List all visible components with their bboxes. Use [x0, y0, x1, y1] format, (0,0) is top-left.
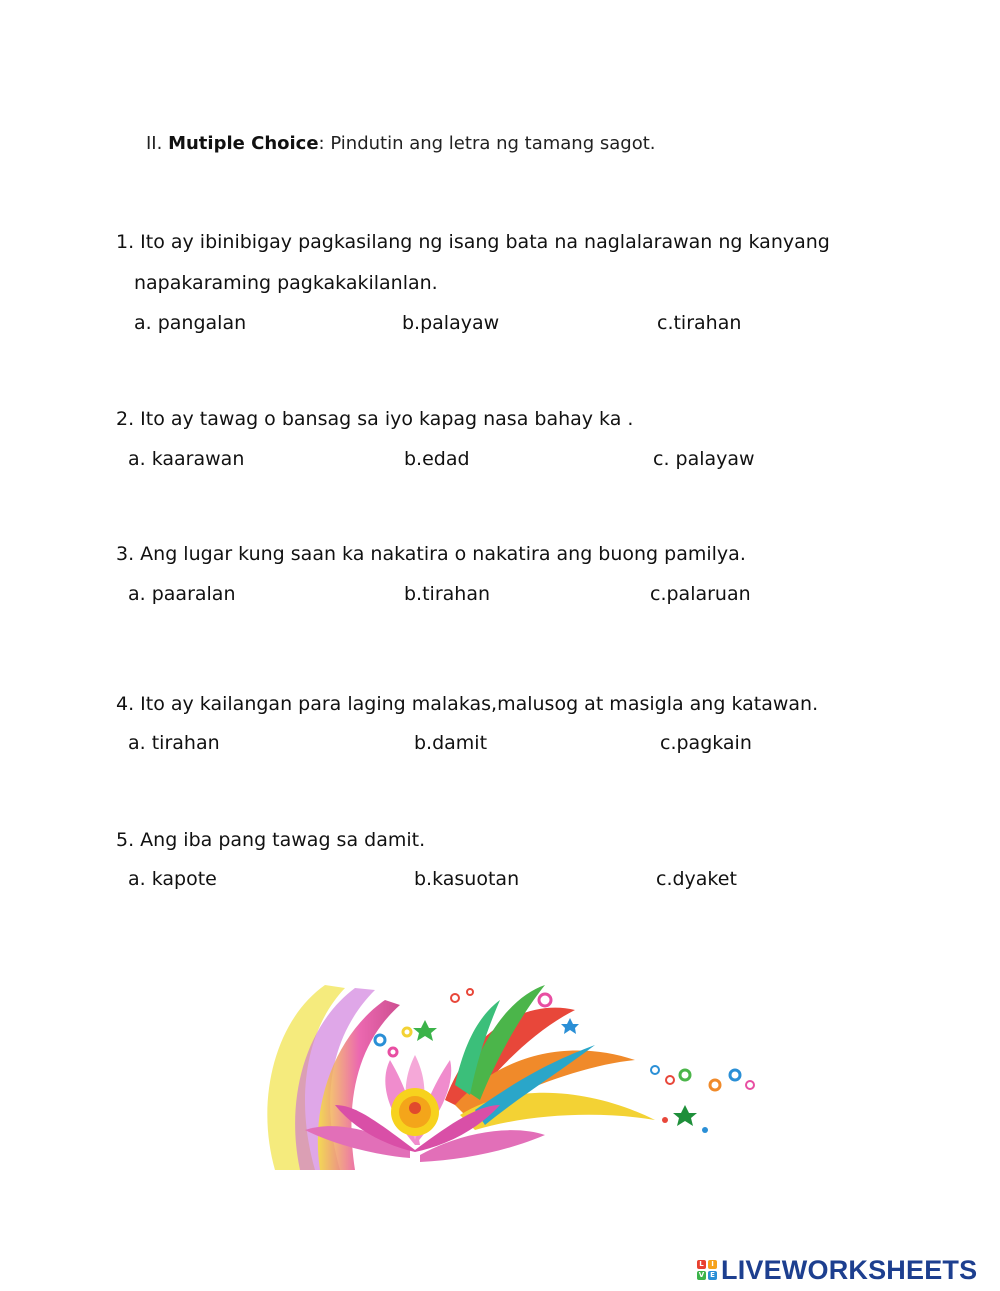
q5-option-c[interactable]: c.dyaket	[656, 868, 737, 890]
liveworksheets-logo	[697, 1254, 977, 1286]
question-3: 3. Ang lugar kung saan ka nakatira o nakatira ang buong pamilya.	[116, 543, 746, 565]
logo-tile-e: E	[708, 1271, 717, 1280]
question-1-continuation: napakaraming pagkakakilanlan.	[134, 272, 438, 294]
q1-option-a[interactable]: a. pangalan	[134, 312, 247, 334]
question-1: 1. Ito ay ibinibigay pagkasilang ng isang bata na naglalarawan ng kanyang	[116, 231, 830, 253]
q4-option-b[interactable]: b.damit	[414, 732, 488, 754]
q2-option-c[interactable]: c. palayaw	[653, 448, 755, 470]
brand-text: LIVEWORKSHEETS	[721, 1254, 978, 1285]
question-4: 4. Ito ay kailangan para laging malakas,malusog at masigla ang katawan.	[116, 693, 819, 715]
q3-option-a[interactable]: a. paaralan	[128, 583, 236, 605]
q1-option-b[interactable]: b.palayaw	[402, 312, 500, 334]
q2-option-a[interactable]: a. kaarawan	[128, 448, 245, 470]
section-numeral: II.	[146, 133, 163, 154]
q5-option-b[interactable]: b.kasuotan	[414, 868, 520, 890]
instruction-text: : Pindutin ang letra ng tamang sagot.	[318, 133, 656, 154]
q3-option-c[interactable]: c.palaruan	[650, 583, 751, 605]
logo-tile-l: L	[697, 1260, 706, 1269]
logo-tile-v: V	[698, 1271, 705, 1279]
instructions	[146, 133, 655, 154]
q5-option-a[interactable]: a. kapote	[128, 868, 217, 890]
q2-option-b[interactable]: b.edad	[404, 448, 470, 470]
q4-option-c[interactable]: c.pagkain	[660, 732, 752, 754]
section-title: Mutiple Choice	[168, 133, 319, 154]
question-2: 2. Ito ay tawag o bansag sa iyo kapag nasa bahay ka .	[116, 408, 634, 430]
question-5: 5. Ang iba pang tawag sa damit.	[116, 829, 426, 851]
q1-option-c[interactable]: c.tirahan	[657, 312, 742, 334]
logo-tile-i: I	[708, 1260, 717, 1269]
lotus-flower-illustration	[215, 980, 775, 1175]
brand-icon	[697, 1260, 717, 1280]
q4-option-a[interactable]: a. tirahan	[128, 732, 220, 754]
q3-option-b[interactable]: b.tirahan	[404, 583, 491, 605]
